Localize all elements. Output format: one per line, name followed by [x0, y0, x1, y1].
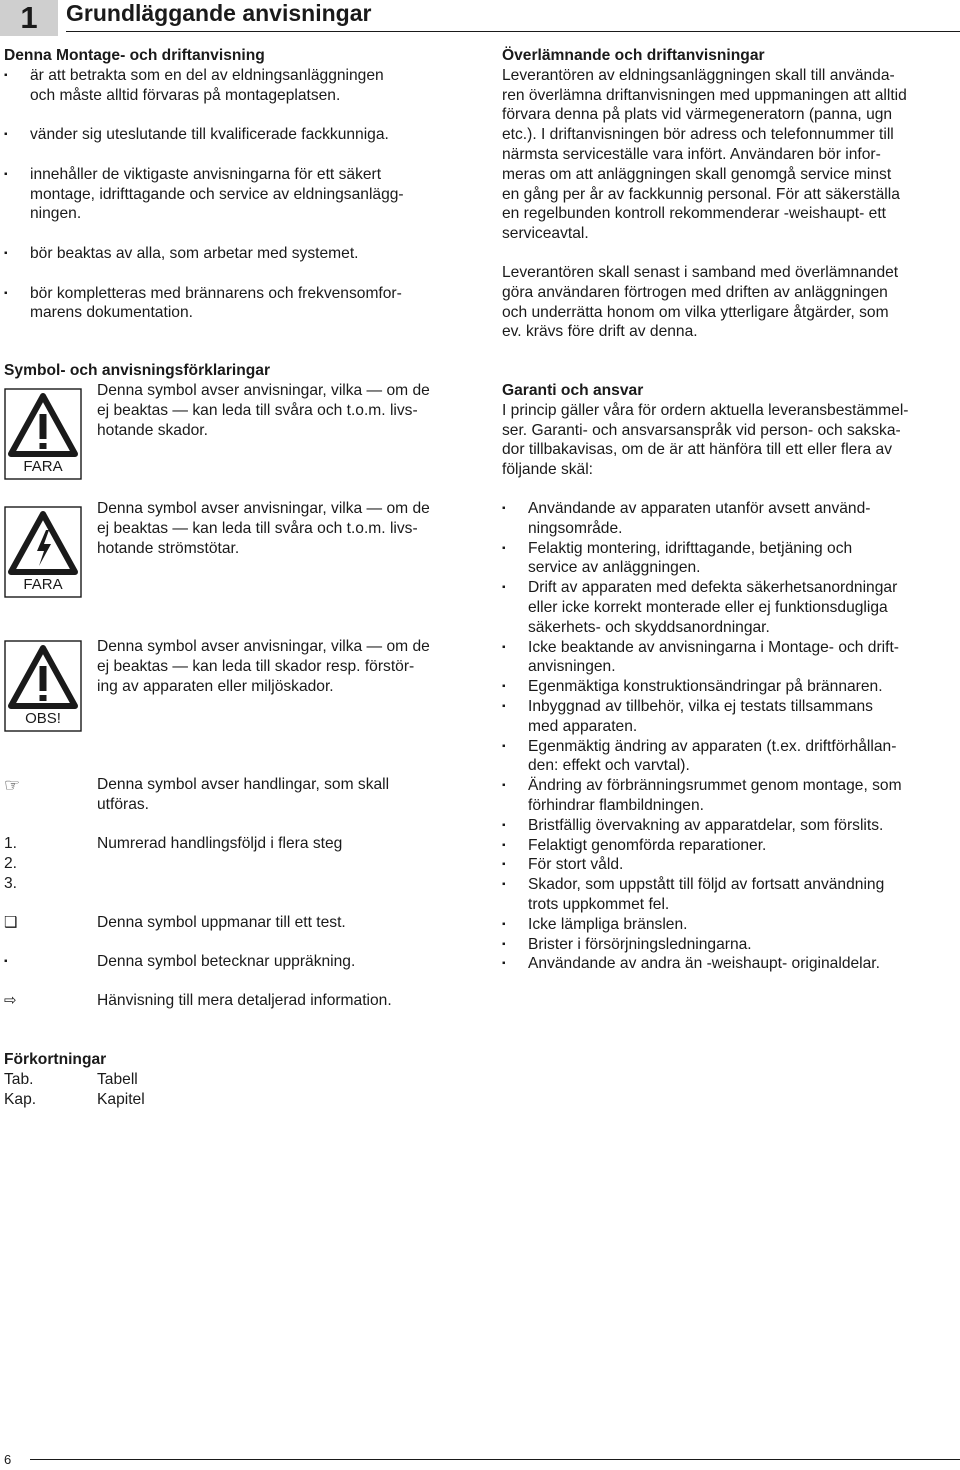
bullet-icon: ▪	[502, 938, 506, 950]
text-line: Leverantören av eldningsanläggningen skall till användа-	[502, 66, 895, 84]
list-item	[502, 816, 957, 836]
bullet-icon: ▪	[4, 287, 8, 299]
text-line: För stort våld.	[528, 856, 624, 874]
page-number: 6	[4, 1452, 12, 1467]
text-line: Felaktig montering, idrifttagande, betjäning och	[528, 539, 853, 557]
text-line: Icke lämpliga bränslen.	[528, 915, 688, 933]
handover-section	[502, 46, 957, 244]
list-item	[502, 737, 957, 777]
text-line: närmsta serviceställe vara infört. Användaren bör infor-	[502, 145, 881, 163]
bullet-icon: ▪	[502, 958, 506, 970]
step-numbers: 1. 2. 3.	[4, 835, 18, 892]
text-line: marens dokumentation.	[30, 304, 193, 322]
chapter-number-box: 1	[0, 0, 58, 36]
text-line: dor tillbakavisas, om de är att hänföra till ett eller flera av	[502, 441, 893, 459]
list-item	[502, 638, 957, 678]
text-line: meras om att anläggningen skall genomgå service minst	[502, 165, 892, 183]
text-line: och måste alltid förvaras på montageplatsen.	[30, 86, 341, 104]
obs-symbol	[4, 640, 84, 732]
text-line: ningsområde.	[528, 519, 623, 537]
warranty-paragraph	[502, 401, 957, 480]
list-item	[4, 244, 459, 264]
text-line: etc.). I driftanvisningen bör adress och telefonnummer till	[502, 126, 894, 144]
text-line: ev. krävs före drift av denna.	[502, 323, 698, 341]
page-title: Grundläggande anvisningar	[66, 0, 372, 26]
text-line: Inbyggnad av tillbehör, vilka ej testats tillsammans	[528, 697, 873, 715]
text-line: Egenmäktig ändring av apparaten (t.ex. driftförhållan-	[528, 737, 897, 755]
list-item	[502, 875, 957, 915]
arrow-right-icon: ⇨	[4, 992, 17, 1009]
list-item	[502, 539, 957, 579]
bullet-desc: Denna symbol betecknar uppräkning.	[97, 953, 356, 970]
text-line: Felaktigt genomförda reparationer.	[528, 836, 767, 854]
text-line: ren överlämna driftanvisningen med uppmaningen att alltid	[502, 86, 907, 104]
text-line: anvisningen.	[528, 658, 616, 676]
text-line: trots uppkommet fel.	[528, 895, 670, 913]
text-line: Ändring av förbränningsrummet genom montage, som	[528, 777, 902, 795]
footer-rule	[30, 1459, 960, 1460]
bullet-icon: ▪	[502, 542, 506, 554]
intro-section	[4, 46, 459, 323]
text-line: den: effekt och varvtal).	[528, 757, 690, 775]
abbr-heading: Förkortningar	[4, 1051, 107, 1068]
symbol-desc-1: Denna symbol avser anvisningar, vilka — om de ej beaktas — kan leda till svåra och t.o.m. livs- hotande skador.	[97, 382, 430, 439]
text-line: Drift av apparaten med defekta säkerhetsanordningar	[528, 579, 898, 597]
warranty-heading: Garanti och ansvar	[502, 382, 644, 399]
checkbox-icon: ❑	[4, 914, 18, 931]
bullet-icon: ▪	[4, 69, 8, 81]
text-line: och underrätta honom om vilka ytterligare åtgärder, som	[502, 303, 889, 321]
bullet-icon: ▪	[502, 780, 506, 792]
text-line: bör kompletteras med brännarens och frekvensomfor-	[30, 284, 402, 302]
list-item	[4, 125, 459, 145]
text-line: service av anläggningen.	[528, 559, 701, 577]
warranty-list	[502, 499, 957, 974]
bullet-icon: ▪	[502, 819, 506, 831]
list-item	[502, 697, 957, 737]
text-line: en gång per år av fackkunnig personal. För att säkerställa	[502, 185, 900, 203]
text-line: säkerhets- och skyddsanordningar.	[528, 618, 770, 636]
text-line: vänder sig uteslutande till kvalificerade fackkunniga.	[30, 126, 389, 144]
obs-label: OBS!	[25, 710, 61, 727]
bullet-icon: ▪	[502, 582, 506, 594]
text-line: ser. Garanti- och ansvarsanspråk vid person- och sakska-	[502, 421, 901, 439]
bullet-icon: ▪	[502, 503, 506, 514]
fara-symbol-1	[4, 388, 84, 480]
bullet-icon: ▪	[502, 700, 506, 712]
arrow-desc: Hänvisning till mera detaljerad information.	[97, 992, 392, 1009]
text-line: bör beaktas av alla, som arbetar med systemet.	[30, 244, 359, 262]
hand-symbol-desc: Denna symbol avser handlingar, som skall utföras.	[97, 776, 390, 813]
text-line: montage, idrifttagande och service av eldningsanlägg-	[30, 185, 404, 203]
text-line: innehåller de viktigaste anvisningarna för ett säkert	[30, 165, 382, 183]
text-line: Bristfällig övervakning av apparatdelar, som förslits.	[528, 816, 884, 834]
list-item	[502, 776, 957, 816]
text-line: förhindrar flambildningen.	[528, 796, 704, 814]
intro-heading: Denna Montage- och driftanvisning	[4, 47, 265, 64]
text-line: serviceavtal.	[502, 225, 589, 243]
bullet-icon: ▪	[4, 956, 8, 967]
handover-paragraph-1	[502, 66, 957, 244]
symbols-heading: Symbol- och anvisningsförklaringar	[4, 362, 271, 379]
abbreviations-section	[4, 1050, 304, 1109]
text-line: I princip gäller våra för ordern aktuella leveransbestämmel-	[502, 401, 909, 419]
text-line: Egenmäktiga konstruktionsändringar på brännaren.	[528, 678, 883, 696]
pointing-hand-icon: ☞	[4, 775, 21, 795]
text-line: ningen.	[30, 205, 82, 223]
fara-label: FARA	[23, 458, 63, 475]
text-line: Icke beaktande av anvisningarna i Montage- och drift-	[528, 638, 899, 656]
bullet-icon: ▪	[502, 859, 506, 871]
fara-symbol-2	[4, 506, 84, 598]
fara-label: FARA	[23, 576, 63, 593]
list-item	[4, 66, 459, 106]
text-line: Användande av andra än -weishaupt- originaldelar.	[528, 955, 880, 973]
text-line: Skador, som uppstått till följd av fortsatt användning	[528, 876, 885, 894]
list-item	[502, 915, 957, 935]
text-line: göra användaren förtrogen med driften av anläggningen	[502, 283, 888, 301]
text-line: följande skäl:	[502, 461, 594, 479]
steps-desc: Numrerad handlingsföljd i flera steg	[97, 835, 343, 852]
bullet-icon: ▪	[4, 168, 8, 180]
bullet-icon: ▪	[502, 641, 506, 653]
bullet-icon: ▪	[502, 879, 506, 891]
bullet-icon: ▪	[4, 129, 8, 141]
list-item	[502, 954, 957, 974]
list-item	[4, 284, 459, 324]
list-item	[502, 677, 957, 697]
text-line: Användande av apparaten utanför avsett använd-	[528, 500, 871, 517]
list-item	[502, 935, 957, 955]
bullet-icon: ▪	[4, 247, 8, 259]
list-item	[4, 165, 459, 224]
bullet-icon: ▪	[502, 839, 506, 851]
list-item	[502, 836, 957, 856]
symbol-desc-3: Denna symbol avser anvisningar, vilka — om de ej beaktas — kan leda till skador resp. förstör- ing av apparaten eller miljöskador.	[97, 638, 430, 695]
text-line: förvara denna på plats vid värmegeneratorn (panna, ugn	[502, 106, 893, 124]
bullet-icon: ▪	[502, 681, 506, 693]
text-line: är att betrakta som en del av eldningsanläggningen	[30, 66, 384, 84]
abbr-row: Kap. Kapitel	[4, 1090, 145, 1108]
list-item	[502, 499, 957, 539]
bullet-icon: ▪	[502, 740, 506, 752]
list-item	[502, 578, 957, 637]
symbol-desc-2: Denna symbol avser anvisningar, vilka — om de ej beaktas — kan leda till svåra och t.o.m. livs- hotande strömstötar.	[97, 500, 430, 557]
warranty-section	[502, 381, 957, 480]
list-item	[502, 855, 957, 875]
abbr-row: Tab. Tabell	[4, 1070, 138, 1088]
bullet-icon: ▪	[502, 918, 506, 930]
handover-paragraph-2	[502, 263, 957, 342]
handover-heading: Överlämnande och driftanvisningar	[502, 47, 765, 64]
text-line: Leverantören skall senast i samband med överlämnandet	[502, 264, 899, 281]
text-line: en regelbunden kontroll rekommenderar -weishaupt- ett	[502, 205, 886, 223]
text-line: med apparaten.	[528, 717, 638, 735]
text-line: Brister i försörjningsledningarna.	[528, 935, 752, 953]
header-rule	[66, 31, 960, 32]
intro-list	[4, 66, 459, 323]
checkbox-desc: Denna symbol uppmanar till ett test.	[97, 914, 346, 931]
text-line: eller icke korrekt monterade eller ej funktionsdugliga	[528, 598, 888, 616]
